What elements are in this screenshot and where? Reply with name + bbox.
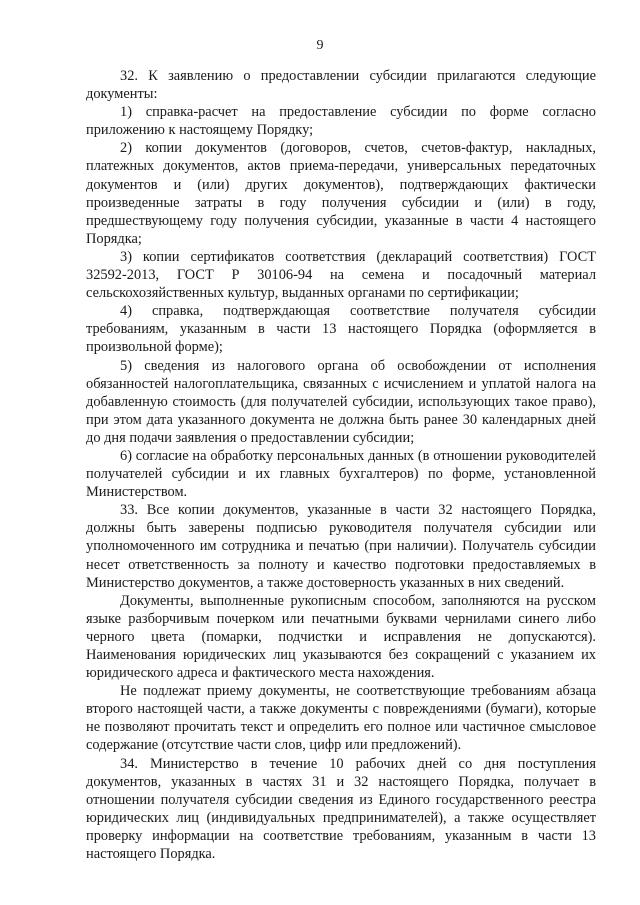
paragraph-33-rejection: Не подлежат приему документы, не соответствующие требованиям абзаца второго настоящей части, а также документы с повреждениями (бумаги), которые не позволяют прочитать текст и определить его полное или частичное смысловое содержание (отсутствие части слов, цифр или предложений). xyxy=(86,683,596,754)
paragraph-34: 34. Министерство в течение 10 рабочих дней со дня поступления документов, указанных в частях 31 и 32 настоящего Порядка, получает в отношении получателя субсидии сведения из Единого государственного реестра юридических лиц (индивидуальных предпринимателей), а также осуществляет проверку информации на соответствие требованиям, указанным в части 13 настоящего Порядка. xyxy=(86,755,596,863)
paragraph-32-item-2: 2) копии документов (договоров, счетов, счетов-фактур, накладных, платежных документов, актов приема-передачи, универсальных передаточных документов и (или) других документов), подтверждающих фактически произведенные затраты в году получения субсидии и (или) в году, предшествующему году получения субсидии, указанные в части 4 настоящего Порядка; xyxy=(86,140,596,247)
paragraph-32-item-3: 3) копии сертификатов соответствия (деклараций соответствия) ГОСТ 32592-2013, ГОСТ Р 30106-94 на семена и посадочный материал сельскохозяйственных культур, выданных органами по сертификации; xyxy=(86,248,596,302)
paragraph-32-item-6: 6) согласие на обработку персональных данных (в отношении руководителей получателей субсидии и их главных бухгалтеров) по форме, установленной Министерством. xyxy=(86,447,596,501)
paragraph-32-item-1: 1) справка-расчет на предоставление субсидии по форме согласно приложению к настоящему Порядку; xyxy=(86,104,596,139)
paragraph-33: 33. Все копии документов, указанные в части 32 настоящего Порядка, должны быть заверены подписью руководителя получателя субсидии или уполномоченного им сотрудника и печатью (при наличии). Получатель субсидии несет ответственность за полноту и качество подготовки предоставляемых в Министерство документов, а также достоверность указанных в них сведений. xyxy=(86,502,596,591)
paragraph-32-item-5: 5) сведения из налогового органа об освобождении от исполнения обязанностей налогоплательщика, связанных с исчислением и уплатой налога на добавленную стоимость (для получателей субсидии, использующих такое право), при этом дата указанного документа не должна быть ранее 30 календарных дней до дня подачи заявления о предоставлении субсидии; xyxy=(86,357,596,446)
paragraph-33-handwritten: Документы, выполненные рукописным способом, заполняются на русском языке разборчивым почерком или печатными буквами чернилами синего либо черного цвета (помарки, подчистки и исправления не допускаются). Наименования юридических лиц указываются без сокращений с указанием их юридического адреса и фактического места нахождения. xyxy=(86,592,596,682)
paragraph-32: 32. К заявлению о предоставлении субсидии прилагаются следующие документы: xyxy=(86,68,596,103)
page-number: 9 xyxy=(316,38,324,53)
document-body xyxy=(86,67,596,863)
paragraph-32-item-4: 4) справка, подтверждающая соответствие получателя субсидии требованиям, указанным в части 13 настоящего Порядка (оформляется в произвольной форме); xyxy=(86,303,596,356)
